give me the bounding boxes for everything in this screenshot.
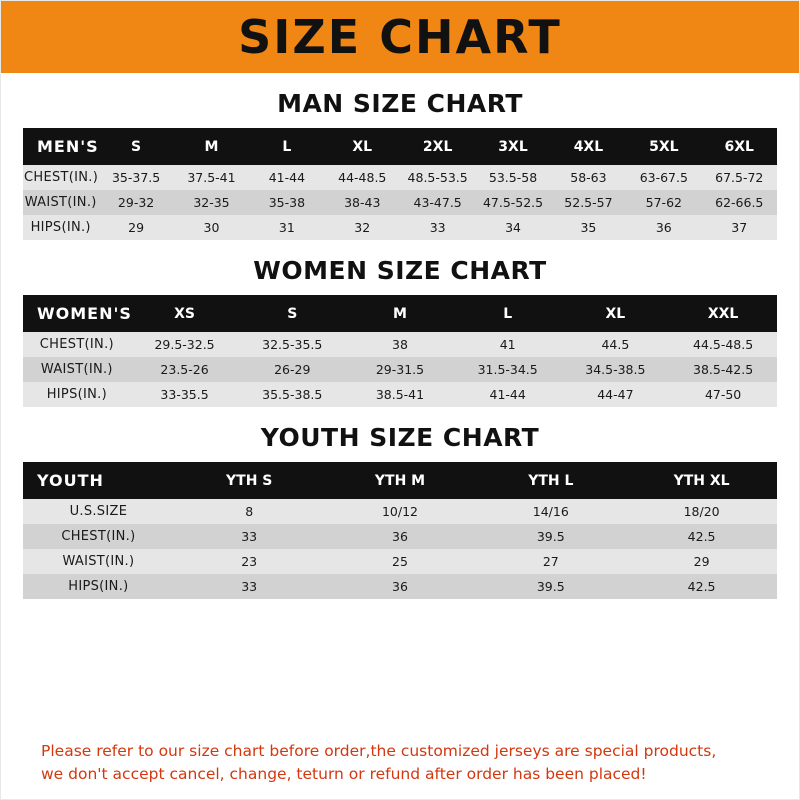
cell: 35 [551, 215, 626, 240]
cell: 36 [325, 574, 476, 599]
cell: 27 [475, 549, 626, 574]
row-label-waist: WAIST(IN.) [23, 190, 98, 215]
cell: 67.5-72 [702, 165, 777, 190]
cell: 32 [325, 215, 400, 240]
cell: 38 [346, 332, 454, 357]
footer-line-1: Please refer to our size chart before order,the customized jerseys are special products, [41, 742, 717, 761]
cell: 47.5-52.5 [475, 190, 550, 215]
women-table-header [23, 295, 777, 332]
cell: 32-35 [174, 190, 249, 215]
col-header-s: S [238, 295, 346, 332]
row-label-us-size: U.S.SIZE [23, 499, 174, 524]
footer-line-2: we don't accept cancel, change, teturn or refund after order has been placed! [41, 764, 647, 783]
row-label-waist: WAIST(IN.) [23, 549, 174, 574]
section-title-man: MAN SIZE CHART [277, 89, 523, 118]
cell: 44-47 [562, 382, 670, 407]
table-row [23, 357, 777, 382]
cell: 29 [626, 549, 777, 574]
cell: 57-62 [626, 190, 701, 215]
cell: 26-29 [238, 357, 346, 382]
man-table-body [23, 165, 777, 240]
cell: 29-32 [98, 190, 173, 215]
cell: 44-48.5 [325, 165, 400, 190]
cell: 47-50 [669, 382, 777, 407]
cell: 41-44 [454, 382, 562, 407]
table-header-row [23, 462, 777, 499]
col-header-s: S [98, 128, 173, 165]
col-header-3xl: 3XL [475, 128, 550, 165]
cell: 14/16 [475, 499, 626, 524]
section-title-youth: YOUTH SIZE CHART [260, 423, 540, 452]
footer-disclaimer [23, 730, 777, 799]
cell: 33-35.5 [131, 382, 239, 407]
cell: 10/12 [325, 499, 476, 524]
cell: 34.5-38.5 [562, 357, 670, 382]
row-label-chest: CHEST(IN.) [23, 165, 98, 190]
col-header-l: L [454, 295, 562, 332]
women-table-body [23, 332, 777, 407]
col-header-youth: YOUTH [23, 462, 174, 499]
cell: 48.5-53.5 [400, 165, 475, 190]
col-header-yth-s: YTH S [174, 462, 325, 499]
cell: 35-37.5 [98, 165, 173, 190]
col-header-xs: XS [131, 295, 239, 332]
row-label-chest: CHEST(IN.) [23, 332, 131, 357]
man-table-header [23, 128, 777, 165]
women-size-chart-table [23, 295, 777, 407]
cell: 23 [174, 549, 325, 574]
header-banner [1, 1, 799, 73]
cell: 37 [702, 215, 777, 240]
page-title: SIZE CHART [238, 10, 562, 64]
cell: 25 [325, 549, 476, 574]
youth-size-chart-table [23, 462, 777, 599]
cell: 53.5-58 [475, 165, 550, 190]
table-row [23, 524, 777, 549]
cell: 42.5 [626, 574, 777, 599]
table-row [23, 499, 777, 524]
cell: 31.5-34.5 [454, 357, 562, 382]
cell: 41-44 [249, 165, 324, 190]
youth-table-body [23, 499, 777, 599]
cell: 58-63 [551, 165, 626, 190]
table-header-row [23, 128, 777, 165]
col-header-2xl: 2XL [400, 128, 475, 165]
table-row [23, 190, 777, 215]
col-header-womens: WOMEN'S [23, 295, 131, 332]
col-header-6xl: 6XL [702, 128, 777, 165]
cell: 62-66.5 [702, 190, 777, 215]
table-row [23, 574, 777, 599]
cell: 33 [400, 215, 475, 240]
row-label-waist: WAIST(IN.) [23, 357, 131, 382]
col-header-l: L [249, 128, 324, 165]
table-row [23, 332, 777, 357]
cell: 29.5-32.5 [131, 332, 239, 357]
table-header-row [23, 295, 777, 332]
cell: 30 [174, 215, 249, 240]
cell: 8 [174, 499, 325, 524]
cell: 41 [454, 332, 562, 357]
cell: 37.5-41 [174, 165, 249, 190]
row-label-hips: HIPS(IN.) [23, 215, 98, 240]
cell: 44.5 [562, 332, 670, 357]
col-header-yth-xl: YTH XL [626, 462, 777, 499]
table-row [23, 382, 777, 407]
col-header-xl: XL [325, 128, 400, 165]
col-header-mens: MEN'S [23, 128, 98, 165]
col-header-m: M [346, 295, 454, 332]
cell: 63-67.5 [626, 165, 701, 190]
cell: 39.5 [475, 524, 626, 549]
cell: 38-43 [325, 190, 400, 215]
charts-container [1, 73, 799, 799]
cell: 35-38 [249, 190, 324, 215]
cell: 39.5 [475, 574, 626, 599]
cell: 52.5-57 [551, 190, 626, 215]
col-header-4xl: 4XL [551, 128, 626, 165]
cell: 36 [325, 524, 476, 549]
col-header-m: M [174, 128, 249, 165]
col-header-xxl: XXL [669, 295, 777, 332]
col-header-5xl: 5XL [626, 128, 701, 165]
cell: 36 [626, 215, 701, 240]
row-label-hips: HIPS(IN.) [23, 574, 174, 599]
col-header-yth-l: YTH L [475, 462, 626, 499]
cell: 35.5-38.5 [238, 382, 346, 407]
cell: 34 [475, 215, 550, 240]
cell: 32.5-35.5 [238, 332, 346, 357]
cell: 29-31.5 [346, 357, 454, 382]
table-row [23, 165, 777, 190]
table-row [23, 549, 777, 574]
cell: 23.5-26 [131, 357, 239, 382]
youth-table-header [23, 462, 777, 499]
cell: 33 [174, 524, 325, 549]
row-label-chest: CHEST(IN.) [23, 524, 174, 549]
table-row [23, 215, 777, 240]
col-header-yth-m: YTH M [325, 462, 476, 499]
cell: 43-47.5 [400, 190, 475, 215]
cell: 18/20 [626, 499, 777, 524]
man-size-chart-table [23, 128, 777, 240]
cell: 38.5-41 [346, 382, 454, 407]
section-title-women: WOMEN SIZE CHART [253, 256, 547, 285]
cell: 31 [249, 215, 324, 240]
cell: 38.5-42.5 [669, 357, 777, 382]
col-header-xl: XL [562, 295, 670, 332]
cell: 44.5-48.5 [669, 332, 777, 357]
cell: 33 [174, 574, 325, 599]
cell: 29 [98, 215, 173, 240]
row-label-hips: HIPS(IN.) [23, 382, 131, 407]
cell: 42.5 [626, 524, 777, 549]
